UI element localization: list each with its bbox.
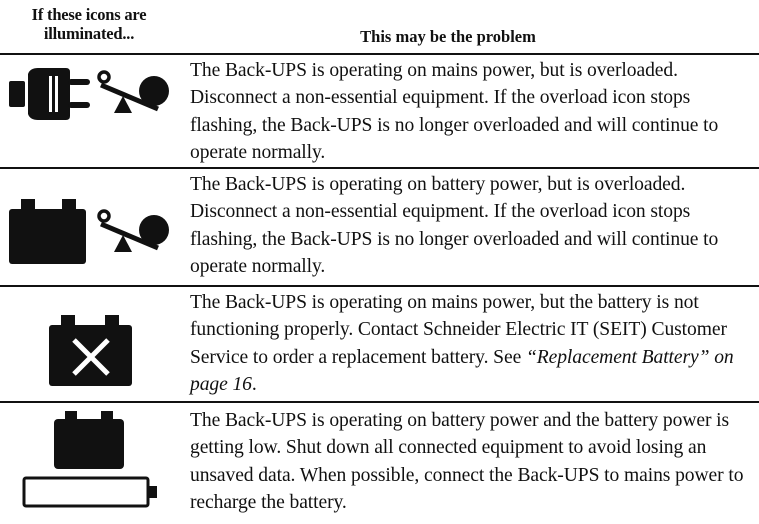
plug-icon <box>8 66 92 122</box>
header-icons-column <box>0 5 178 43</box>
replacement-battery-link[interactable]: “Replacement Battery” on page 16 <box>190 346 734 395</box>
overload-icon <box>96 208 172 260</box>
header-icons-line2: illuminated... <box>43 24 135 43</box>
header-icons-line1: If these icons are <box>31 5 147 24</box>
row-icons <box>0 169 188 285</box>
table-row <box>0 169 759 287</box>
description-text: The Back-UPS is operating on mains power, but the battery is not functioning properly. Contact Schneider Electric IT (SEIT) Customer Service to order a replacement battery. See <box>190 292 727 368</box>
table-row <box>0 405 759 524</box>
table-row <box>0 55 759 169</box>
problem-description: The Back-UPS is operating on battery power and the battery power is getting low. Shut down all connected equipment to avoid losing an unsaved data. When possible, connect the Back-UPS to mains power to recharge the battery. <box>190 410 744 513</box>
battery-empty-icon <box>22 476 158 510</box>
problem-description <box>190 289 759 398</box>
table-header <box>0 0 759 55</box>
row-icons <box>0 287 188 401</box>
problem-description: The Back-UPS is operating on mains power, but is overloaded. Disconnect a non-essential equipment. If the overload icon stops flashing, the Back-UPS is no longer overloaded and will continue to operate normally. <box>190 60 719 163</box>
table-row <box>0 287 759 403</box>
problem-description: The Back-UPS is operating on battery power, but is overloaded. Disconnect a non-essential equipment. If the overload icon stops flashing, the Back-UPS is no longer overloaded and will continue to operate normally. <box>190 174 719 277</box>
row-icons <box>0 55 188 167</box>
description-end: . <box>251 373 257 395</box>
battery-icon <box>9 199 87 265</box>
replace-battery-icon <box>49 315 133 387</box>
row-icons <box>0 405 188 524</box>
battery-icon <box>54 411 124 469</box>
overload-icon <box>96 69 172 121</box>
header-problem-column: This may be the problem <box>360 27 536 46</box>
